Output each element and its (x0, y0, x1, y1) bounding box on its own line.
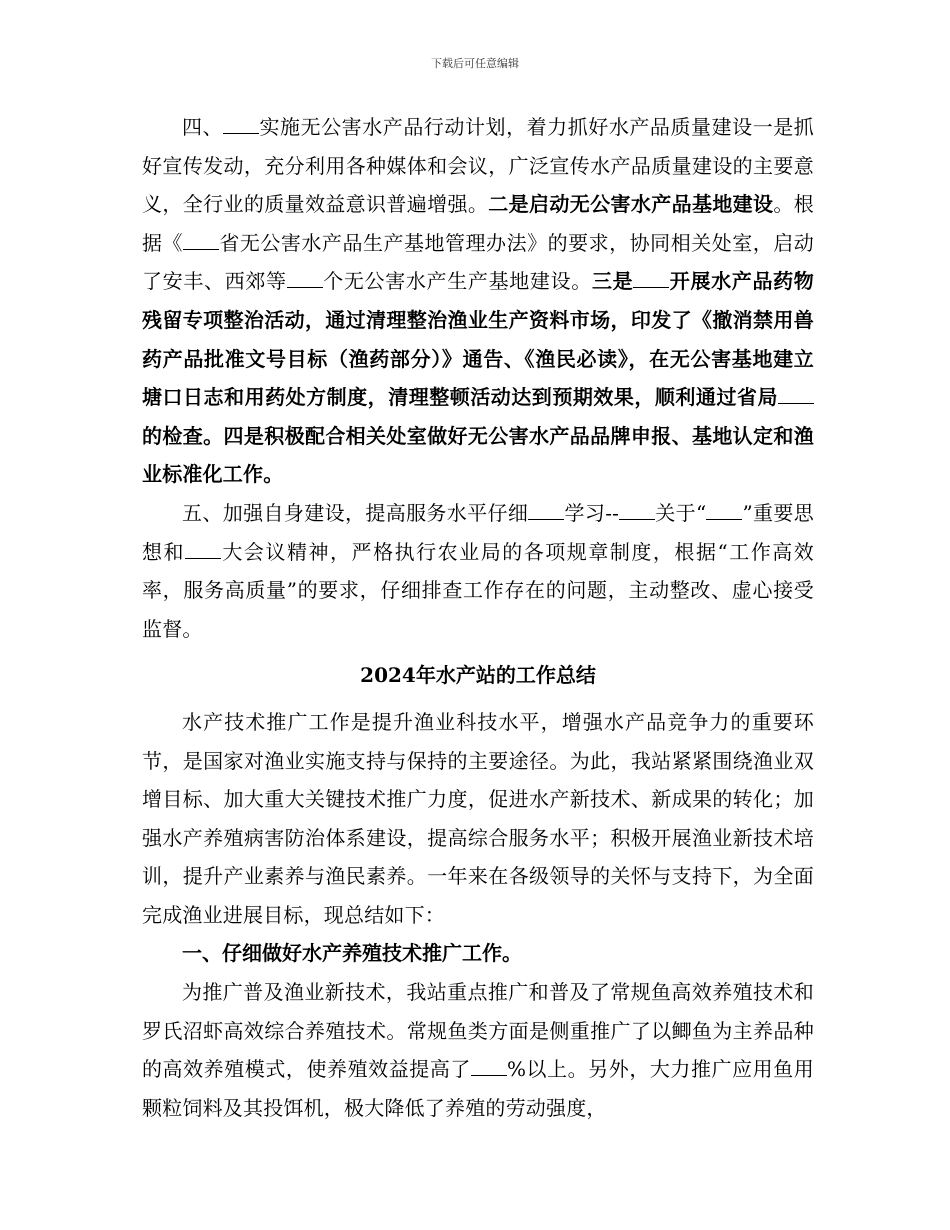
blank-line (183, 229, 219, 250)
bold-text: 二是启动无公害水产品基地建设 (488, 192, 774, 217)
text-fragment: 大会议精神，严格执行农业局的各项规章制度，根据“工作高效率，服务高质量”的要求，仔细排查工作存在的问题，主动整改、虚心接受监督。 (142, 539, 815, 641)
text-fragment: 学习-- (564, 500, 620, 525)
text-fragment: 。根据《 (142, 192, 814, 255)
blank-line (778, 383, 814, 404)
blank-line (633, 267, 669, 288)
bold-text: 的检查。四是积极配合相关处室做好无公害水产品品牌申报、基地认定和渔业标准化工作。 (142, 423, 814, 487)
text-fragment: ”重要思想和 (142, 500, 814, 564)
header-note: 下载后可任意编辑 (431, 57, 519, 70)
paragraph-section-five (142, 494, 814, 648)
blank-line (619, 499, 655, 520)
text-fragment: 实施无公害水产品行动计划，着力抓好水产品质量建设一是抓好宣传发动，充分利用各种媒体和会议，广泛宣传水产品质量建设的主要意义，全行业的质量效益意识普遍增强。 (142, 115, 814, 217)
text-fragment: 四、 (182, 115, 224, 139)
paragraph-intro: 水产技术推广工作是提升渔业科技水平，增强水产品竞争力的重要环节，是国家对渔业实施支持与保持的主要途径。为此，我站紧紧围绕渔业双增目标、加大重大关键技术推广力度，促进水产新技术、新成果的转化；加强水产养殖病害防治体系建设，提高综合服务水平；积极开展渔业新技术培训，提升产业素养与渔民素养。一年来在各级领导的关怀与支持下，为全面完成渔业进展目标，现总结如下： (142, 709, 814, 927)
document-title: 2024年水产站的工作总结 (360, 663, 596, 688)
text-fragment: 五、加强自身建设，提高服务水平仔细 (182, 500, 529, 525)
blank-line (706, 499, 742, 520)
text-fragment: 省无公害水产品生产基地管理办法》的要求，协同相关处室，启动了安丰、西郊等 (142, 230, 814, 294)
text-fragment: 关于“ (655, 500, 707, 525)
blank-line (223, 113, 259, 134)
bold-text: 三是 (591, 269, 634, 294)
text-fragment: %以上。另外，大力推广应用鱼用颗粒饲料及其投饵机，极大降低了养殖的劳动强度， (142, 1057, 814, 1120)
paragraph-section-four (142, 108, 814, 494)
bold-text: 开展水产品药物残留专项整治活动，通过清理整治渔业生产资料市场，印发了《撤消禁用兽药产品批准文号目标（渔药部分）》通告、《渔民必读》，在无公害基地建立塘口日志和用药处方制度，清理整顿活动达到预期效果，顺利通过省局 (142, 269, 815, 410)
blank-line (471, 1055, 507, 1076)
blank-line (287, 267, 323, 288)
blank-line (185, 538, 221, 559)
text-fragment: 为推广普及渔业新技术，我站重点推广和普及了常规鱼高效养殖技术和罗氏沼虾高效综合养殖技术。常规鱼类方面是侧重推广了以鲫鱼为主养品种的高效养殖模式，使养殖效益提高了 (142, 980, 814, 1082)
document-body (142, 108, 814, 1127)
blank-line (528, 499, 564, 520)
section-heading-one: 一、仔细做好水产养殖技术推广工作。 (182, 941, 522, 966)
text-fragment: 个无公害水产生产基地建设。 (322, 269, 592, 294)
paragraph-section-one (142, 973, 814, 1127)
